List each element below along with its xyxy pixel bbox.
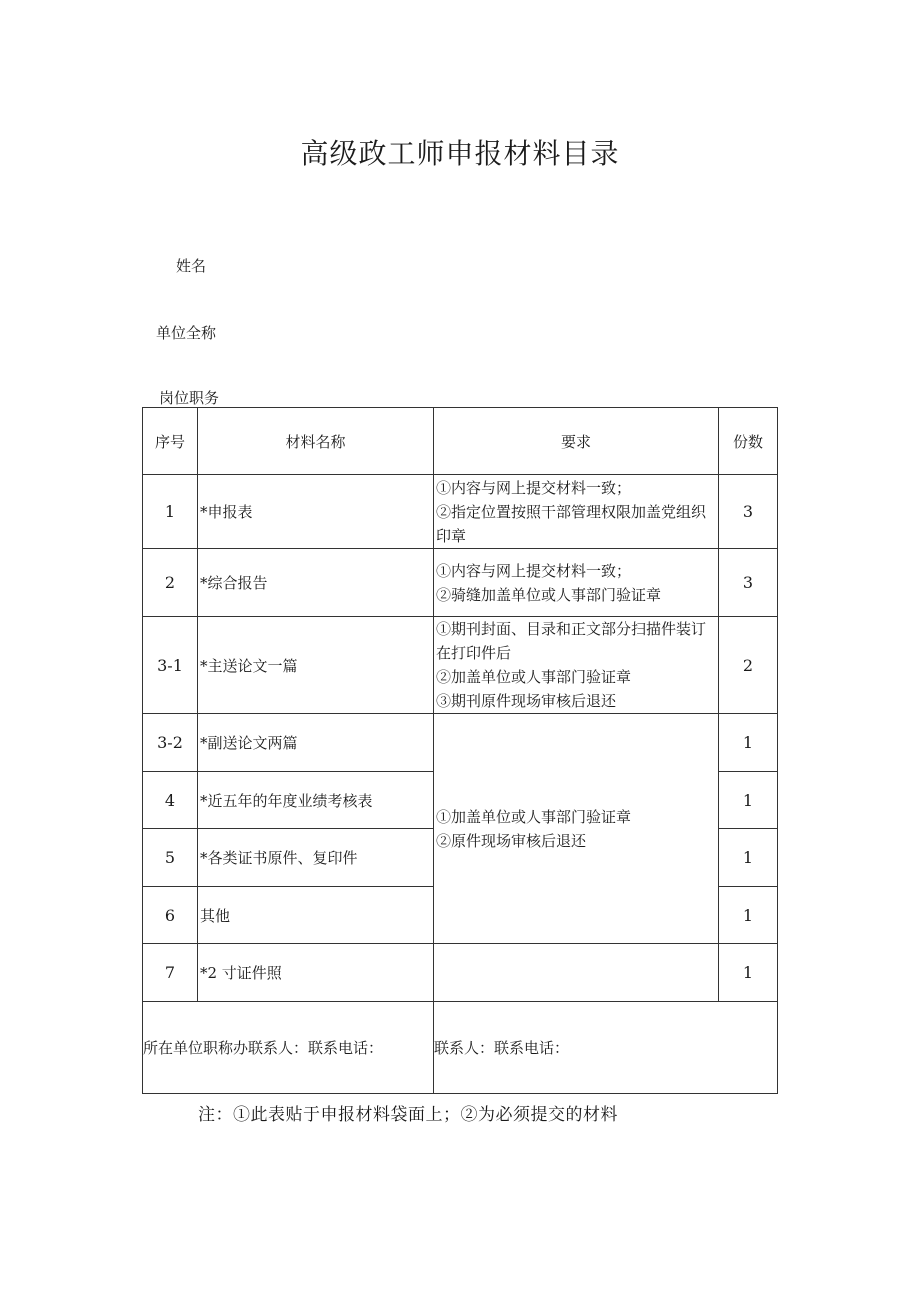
row-no: 1 [143, 475, 198, 549]
row-no: 6 [143, 887, 198, 944]
row-qty: 1 [719, 714, 778, 772]
table-row [143, 475, 778, 549]
row-req [434, 944, 719, 1002]
row-req [434, 475, 719, 549]
table-row [143, 944, 778, 1002]
req-line: ②指定位置按照干部管理权限加盖党组织印章 [436, 502, 707, 545]
row-req [434, 617, 719, 714]
row-no: 4 [143, 772, 198, 829]
table-row [143, 714, 778, 772]
row-name: 其他 [198, 887, 434, 944]
contact-row [143, 1002, 778, 1094]
req-line: ①内容与网上提交材料一致； [436, 561, 632, 580]
req-line: ①加盖单位或人事部门验证章 [436, 807, 632, 826]
row-name: *申报表 [198, 475, 434, 549]
row-no: 5 [143, 829, 198, 887]
post-label: 岗位职务 [159, 389, 220, 407]
name-label: 姓名 [176, 257, 207, 275]
row-no: 2 [143, 549, 198, 617]
table-header-row [143, 408, 778, 475]
row-no: 3-2 [143, 714, 198, 772]
row-qty: 1 [719, 772, 778, 829]
req-line: ①内容与网上提交材料一致； [436, 478, 632, 497]
row-qty: 1 [719, 944, 778, 1002]
req-line: ②加盖单位或人事部门验证章 [436, 668, 632, 686]
req-line: ②原件现场审核后退还 [436, 831, 587, 850]
row-qty: 2 [719, 617, 778, 714]
contact-left: 所在单位职称办联系人：联系电话： [143, 1002, 434, 1094]
row-name: *副送论文两篇 [198, 714, 434, 772]
merged-req [434, 714, 719, 944]
page-title: 高级政工师申报材料目录 [300, 137, 620, 170]
row-qty: 1 [719, 887, 778, 944]
row-no: 7 [143, 944, 198, 1002]
row-name: *主送论文一篇 [198, 617, 434, 714]
row-qty: 1 [719, 829, 778, 887]
row-name: *近五年的年度业绩考核表 [198, 772, 434, 829]
header-name: 材料名称 [198, 408, 434, 475]
row-name: *各类证书原件、复印件 [198, 829, 434, 887]
row-no: 3-1 [143, 617, 198, 714]
unit-label: 单位全称 [156, 324, 217, 342]
header-qty: 份数 [719, 408, 778, 475]
header-req: 要求 [434, 408, 719, 475]
row-req [434, 549, 719, 617]
row-name: *综合报告 [198, 549, 434, 617]
footer-note: 注：①此表贴于申报材料袋面上；②为必须提交的材料 [198, 1105, 618, 1125]
contact-right: 联系人：联系电话： [434, 1002, 778, 1094]
req-line: ②骑缝加盖单位或人事部门验证章 [436, 585, 662, 604]
row-qty: 3 [719, 475, 778, 549]
row-qty: 3 [719, 549, 778, 617]
row-name: *2 寸证件照 [198, 944, 434, 1002]
table-row [143, 549, 778, 617]
header-no: 序号 [143, 408, 198, 475]
req-line: ①期刊封面、目录和正文部分扫描件装订在打印件后 [436, 620, 707, 662]
req-line: ③期刊原件现场审核后退还 [436, 692, 617, 710]
table-row [143, 617, 778, 714]
materials-table [142, 407, 778, 1094]
